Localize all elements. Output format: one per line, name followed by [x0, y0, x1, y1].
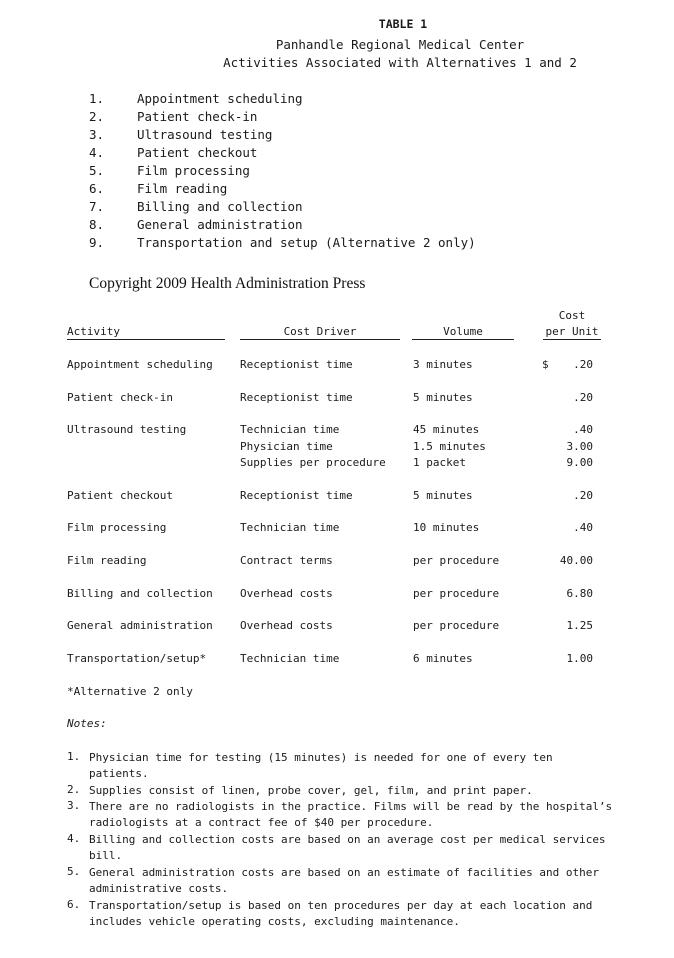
note-text: Transportation/setup is based on ten procedures per day at each location and includes vehicle operating costs, excluding maintenance. — [89, 899, 593, 929]
row-cost-driver: Receptionist time — [240, 391, 353, 404]
header-cost-per-unit: per Unit — [543, 325, 601, 340]
note-number: 1. — [67, 750, 81, 763]
row-cost-per-unit: 1.25 — [566, 619, 593, 632]
list-item-text: Film reading — [137, 181, 228, 196]
table-label: TABLE 1 — [378, 17, 428, 31]
row-volume: 1.5 minutes — [413, 439, 486, 453]
list-item-text: Billing and collection — [137, 199, 303, 214]
row-cost-per-unit: .40 — [573, 423, 593, 436]
row-cost-driver: Technician time — [240, 652, 340, 665]
row-cost-driver: Technician time — [240, 423, 340, 436]
row-cost-per-unit: 9.00 — [566, 456, 593, 469]
row-activity: Ultrasound testing — [67, 423, 187, 436]
row-cost-driver: Contract terms — [240, 554, 333, 567]
note-number: 2. — [67, 783, 81, 796]
row-activity: Appointment scheduling — [67, 358, 213, 371]
row-volume: per procedure — [413, 554, 500, 567]
row-volume: per procedure — [413, 587, 500, 600]
note-text: Physician time for testing (15 minutes) is needed for one of every ten patients. — [89, 751, 553, 781]
row-volume: 5 minutes — [413, 489, 473, 502]
row-cost-driver: Supplies per procedure — [240, 456, 386, 469]
header-cost-top: Cost — [558, 309, 586, 322]
note-text: Supplies consist of linen, probe cover, gel, film, and print paper. — [89, 784, 533, 797]
list-item-number: 2. — [89, 109, 105, 124]
copyright-text: Copyright 2009 Health Administration Press — [89, 275, 366, 292]
row-activity: Patient checkout — [67, 489, 173, 502]
list-item-number: 6. — [89, 181, 105, 196]
row-cost-driver: Overhead costs — [240, 587, 333, 600]
row-cost-driver: Physician time — [240, 439, 333, 453]
note-text: General administration costs are based on an estimate of facilities and other administrative costs. — [89, 866, 599, 896]
row-activity: General administration — [67, 619, 213, 632]
note-text: There are no radiologists in the practice. Films will be read by the hospital’s radiologists at a contract fee of $40 per procedure. — [89, 800, 613, 830]
list-item-number: 3. — [89, 127, 105, 142]
header-line-2: Activities Associated with Alternatives 1 and 2 — [223, 55, 577, 70]
header-activity: Activity — [67, 325, 225, 340]
row-activity: Transportation/setup* — [67, 652, 207, 665]
footnote: *Alternative 2 only — [67, 685, 193, 698]
row-cost-per-unit: .20 — [573, 358, 593, 371]
row-cost-driver: Overhead costs — [240, 619, 333, 632]
note-text: Billing and collection costs are based on an average cost per medical services bill. — [89, 833, 606, 863]
row-volume: per procedure — [413, 619, 500, 632]
list-item-number: 5. — [89, 163, 105, 178]
list-item-text: Patient checkout — [137, 145, 258, 160]
note-number: 5. — [67, 865, 81, 878]
list-item-number: 9. — [89, 235, 105, 250]
header-cost-driver: Cost Driver — [240, 325, 400, 340]
row-volume: 5 minutes — [413, 391, 473, 404]
row-volume: 6 minutes — [413, 652, 473, 665]
note-number: 6. — [67, 898, 81, 911]
notes-heading: Notes: — [67, 717, 107, 730]
row-volume: 45 minutes — [413, 423, 480, 436]
list-item-number: 4. — [89, 145, 105, 160]
row-cost-per-unit: 1.00 — [566, 652, 593, 665]
row-cost-per-unit: 40.00 — [559, 554, 593, 567]
row-cost-per-unit: .20 — [573, 489, 593, 502]
row-volume: 1 packet — [413, 456, 466, 469]
header-volume: Volume — [412, 325, 514, 340]
row-cost-driver: Receptionist time — [240, 489, 353, 502]
list-item-number: 1. — [89, 91, 105, 106]
row-activity: Patient check-in — [67, 391, 173, 404]
row-activity: Film reading — [67, 554, 147, 567]
list-item-number: 7. — [89, 199, 105, 214]
list-item-number: 8. — [89, 217, 105, 232]
list-item-text: Transportation and setup (Alternative 2 only) — [137, 235, 476, 250]
row-cost-driver: Technician time — [240, 521, 340, 534]
row-cost-per-unit: .40 — [573, 521, 593, 534]
list-item-text: General administration — [137, 217, 303, 232]
list-item-text: Appointment scheduling — [137, 91, 303, 106]
row-activity: Film processing — [67, 521, 167, 534]
row-activity: Billing and collection — [67, 587, 213, 600]
row-volume: 3 minutes — [413, 358, 473, 371]
note-number: 3. — [67, 799, 81, 812]
row-cost-per-unit: .20 — [573, 391, 593, 404]
list-item-text: Patient check-in — [137, 109, 258, 124]
note-number: 4. — [67, 832, 81, 845]
list-item-text: Ultrasound testing — [137, 127, 273, 142]
row-currency-symbol: $ — [542, 358, 549, 371]
list-item-text: Film processing — [137, 163, 250, 178]
header-line-1: Panhandle Regional Medical Center — [275, 37, 525, 52]
row-cost-driver: Receptionist time — [240, 358, 353, 371]
row-cost-per-unit: 3.00 — [566, 439, 593, 453]
row-cost-per-unit: 6.80 — [566, 587, 593, 600]
row-volume: 10 minutes — [413, 521, 480, 534]
